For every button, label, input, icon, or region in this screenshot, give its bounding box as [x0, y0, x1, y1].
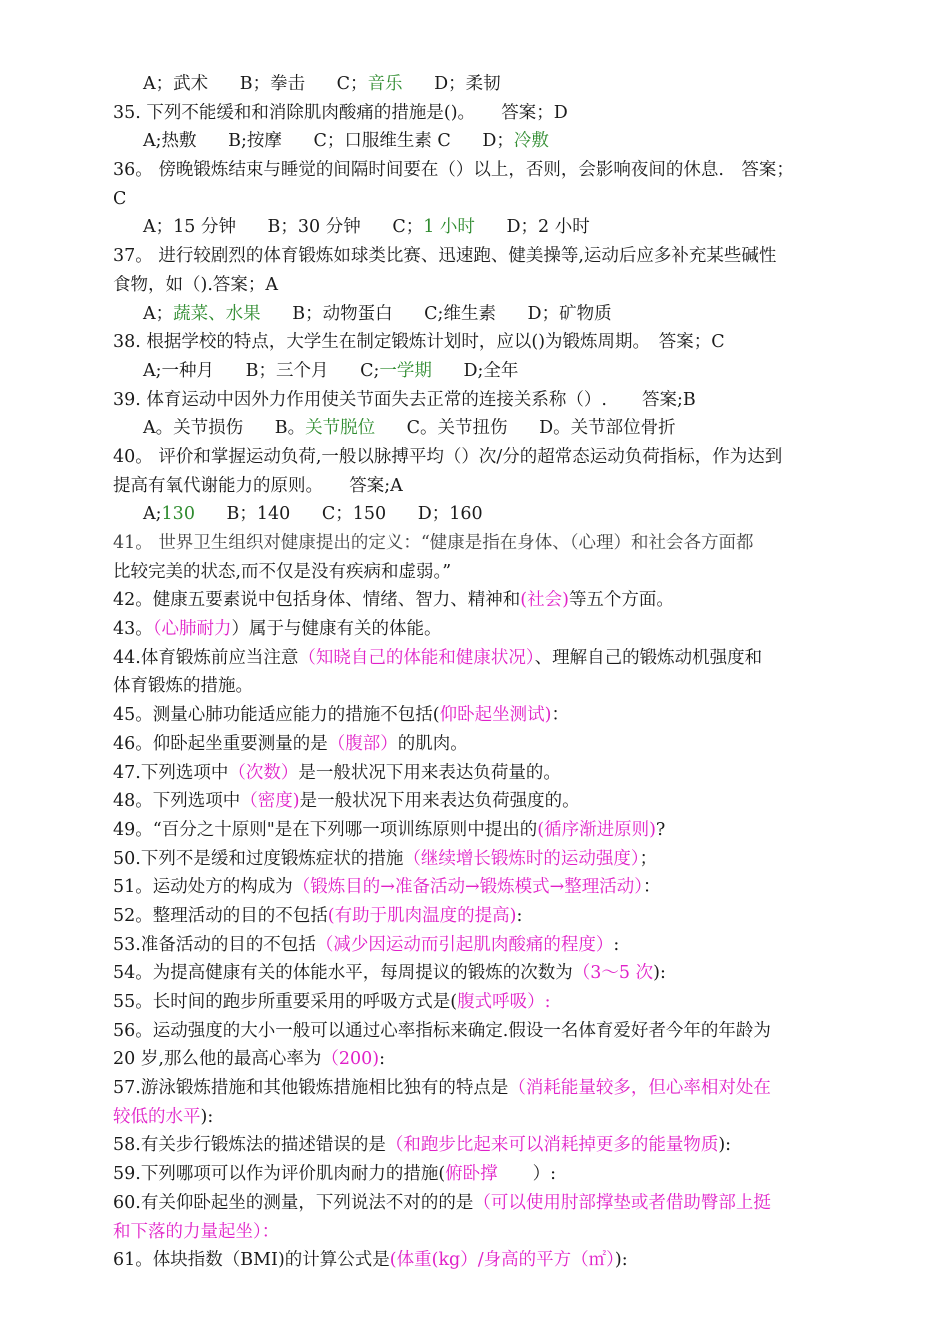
- q36-question-line1: 36。 傍晚锻炼结束与睡觉的间隔时间要在（）以上，否则，会影响夜间的休息. 答案；: [113, 160, 794, 181]
- q61-line: [113, 1246, 838, 1275]
- q35-options: [113, 127, 838, 156]
- q36-option-d: D；2 小时: [506, 217, 590, 238]
- q61-answer: (体重(kg）/身高的平方（㎡）: [389, 1250, 615, 1271]
- q34-option-c: [337, 70, 403, 99]
- q53-after: :: [613, 934, 620, 955]
- q36-question-line2: C: [113, 188, 127, 209]
- q39-option-b-prefix: B。: [274, 418, 306, 439]
- q38-options: [113, 357, 838, 386]
- q42-answer: (社会): [520, 590, 569, 611]
- q43-line: [113, 615, 838, 644]
- q37-option-a-prefix: A；: [143, 303, 174, 324]
- q49-before: 49。“百分之十原则"是在下列哪一项训练原则中提出的: [113, 819, 538, 840]
- q38-option-a: A;一种月: [143, 360, 215, 381]
- q47-before: 47.下列选项中: [113, 762, 229, 783]
- q36-answer: 1 小时: [423, 217, 475, 238]
- q34-option-c-prefix: C；: [336, 74, 368, 94]
- q35-option-c: C；口服维生素 C: [313, 131, 451, 152]
- q46-after: 的肌肉。: [397, 733, 468, 754]
- q50-before: 50.下列不是缓和过度锻炼症状的措施: [113, 848, 404, 869]
- q58-after: ):: [718, 1135, 732, 1156]
- q56-after: :: [379, 1049, 386, 1070]
- q45-answer: 仰卧起坐测试): [439, 705, 552, 726]
- q40-option-c: C；150: [321, 504, 387, 525]
- q44-line2: 体育锻炼的措施。: [113, 676, 253, 697]
- q40-answer: 130: [161, 504, 195, 525]
- q50-line: [113, 845, 838, 874]
- q36-option-c-prefix: C；: [392, 217, 424, 238]
- q57-before: 57.游泳锻炼措施和其他锻炼措施相比独有的特点是: [113, 1078, 509, 1099]
- q55-line: [113, 988, 838, 1017]
- q34-option-a: A；武术: [143, 74, 209, 94]
- q40-question-line1: 40。 评价和掌握运动负荷,一般以脉搏平均（）次/分的超常态运动负荷指标，作为达到: [113, 446, 783, 467]
- q45-after: ：: [551, 705, 569, 726]
- q39-option-a: A。关节损伤: [143, 418, 244, 439]
- q40-option-a-prefix: A;: [143, 504, 162, 525]
- q39-option-b: [275, 414, 375, 443]
- q42-line: [113, 586, 838, 615]
- q37-option-b: B；动物蛋白: [292, 303, 393, 324]
- q56-answer: （200): [321, 1049, 380, 1070]
- q36-option-c: [392, 213, 475, 242]
- q49-after: ?: [655, 819, 666, 840]
- q41-line2: 比较完美的状态,而不仅是没有疾病和虚弱。”: [113, 561, 452, 582]
- q42-after: 等五个方面。: [568, 590, 674, 611]
- q40-question-line2: 提高有氧代谢能力的原则。 答案;A: [113, 475, 403, 496]
- q60-answer-line2: 和下落的力量起坐）：: [113, 1221, 280, 1242]
- q39-option-c: C。关节扭伤: [406, 418, 508, 439]
- q53-before: 53.准备活动的目的不包括: [113, 934, 316, 955]
- q48-after: 是一般状况下用来表达负荷强度的。: [299, 791, 580, 812]
- q39-question: 39. 体育运动中因外力作用使关节面失去正常的连接关系称（）. 答案;B: [113, 389, 696, 410]
- q35-option-b: B;按摩: [228, 131, 282, 152]
- q57-answer-line2: 较低的水平: [113, 1106, 201, 1127]
- q58-answer: （和跑步比起来可以消耗掉更多的能量物质: [385, 1135, 719, 1156]
- q37-question-line2: 食物，如（).答案；A: [113, 274, 279, 295]
- q51-answer: （锻炼目的→准备活动→锻炼模式→整理活动）: [292, 877, 644, 898]
- q53-line: [113, 931, 838, 960]
- q61-after: ):: [614, 1250, 628, 1271]
- q43-answer: （心肺耐力: [152, 619, 232, 640]
- q37-option-c: C;维生素: [424, 303, 496, 324]
- q40-options: [113, 500, 838, 529]
- q56-line1: 56。运动强度的大小一般可以通过心率指标来确定.假设一名体育爱好者今年的年龄为: [113, 1020, 771, 1041]
- q52-line: [113, 902, 838, 931]
- q52-after: :: [516, 905, 523, 926]
- q46-answer: （腹部）: [327, 733, 398, 754]
- q50-after: ；: [639, 848, 658, 869]
- q55-answer: 腹式呼吸）:: [457, 992, 551, 1012]
- q54-answer: （3～5 次: [572, 963, 654, 984]
- q58-before: 58.有关步行锻炼法的描述错误的是: [113, 1135, 386, 1156]
- q51-after: ：: [643, 877, 661, 898]
- q35-option-d: [482, 127, 549, 156]
- q61-before: 61。体块指数（BMI)的计算公式是: [113, 1250, 390, 1271]
- q41-line1: [113, 529, 838, 558]
- q34-option-b: B；拳击: [239, 74, 306, 94]
- q35-option-d-prefix: D；: [482, 131, 514, 152]
- q39-options: [113, 414, 838, 443]
- q37-answer: 蔬菜、水果: [173, 303, 261, 324]
- q38-option-c-prefix: C;: [360, 360, 380, 381]
- q60-before: 60.有关仰卧起坐的测量，下列说法不对的的是: [113, 1192, 474, 1213]
- q43-after: ）属于与健康有关的体能。: [231, 619, 442, 640]
- q37-option-d: D；矿物质: [527, 303, 612, 324]
- q50-answer: （继续增长锻炼时的运动强度）: [403, 848, 640, 869]
- q37-option-a: [143, 300, 261, 329]
- q48-answer: （密度): [240, 791, 300, 812]
- q44-line1: [113, 644, 838, 673]
- q38-answer: 一学期: [379, 360, 432, 381]
- q46-before: 46。仰卧起坐重要测量的是: [113, 733, 328, 754]
- q34-options: [113, 70, 838, 99]
- q43-before: 43。: [113, 619, 153, 640]
- q45-line: [113, 701, 838, 730]
- q48-before: 48。下列选项中: [113, 791, 241, 812]
- q60-answer: （可以使用肘部撑垫或者借助臀部上挺: [473, 1192, 771, 1213]
- q39-answer: 关节脱位: [305, 418, 376, 439]
- q38-question: 38. 根据学校的特点，大学生在制定锻炼计划时，应以()为锻炼周期。 答案；C: [113, 332, 725, 353]
- q35-question: 35. 下列不能缓和和消除肌肉酸痛的措施是()。 答案；D: [113, 102, 568, 123]
- q54-before: 54。为提高健康有关的体能水平，每周提议的锻炼的次数为: [113, 963, 573, 984]
- q37-question-line1: 37。 进行较剧烈的体育锻炼如球类比赛、迅速跑、健美操等,运动后应多补充某些碱性: [113, 246, 777, 267]
- q44-answer: （知晓自己的体能和健康状况）: [298, 647, 535, 668]
- q47-answer: （次数）: [228, 762, 299, 783]
- q52-answer: (有助于肌肉温度的提高): [327, 905, 517, 926]
- q40-option-b: B；140: [226, 504, 291, 525]
- q56-line2: [113, 1045, 838, 1074]
- q57-answer: （消耗能量较多，但心率相对处在: [508, 1078, 771, 1099]
- q38-option-b: B；三个月: [245, 360, 329, 381]
- q56-before: 20 岁,那么他的最高心率为: [113, 1049, 322, 1070]
- q49-line: [113, 816, 838, 845]
- q55-before: 55。长时间的跑步所重要采用的呼吸方式是(: [113, 992, 458, 1012]
- q54-after: ):: [653, 963, 666, 984]
- q38-option-d: D;全年: [463, 360, 519, 381]
- q40-option-d: D；160: [417, 504, 483, 525]
- q57-line2: [113, 1103, 838, 1132]
- q53-answer: （减少因运动而引起肌肉酸痛的程度）: [315, 934, 614, 955]
- q45-before: 45。测量心肺功能适应能力的措施不包括(: [113, 705, 440, 726]
- q59-after: ）:: [497, 1164, 557, 1185]
- q49-answer: (循序渐进原则): [537, 819, 656, 840]
- q57-after: ):: [200, 1106, 214, 1127]
- q34-option-d: D；柔韧: [434, 74, 501, 94]
- q44-after: 、理解自己的锻炼动机强度和: [534, 647, 763, 668]
- q35-answer: 冷敷: [513, 131, 549, 152]
- q48-line: [113, 787, 838, 816]
- q39-option-d: D。关节部位骨折: [539, 418, 676, 439]
- q36-option-a: A；15 分钟: [143, 217, 236, 238]
- q34-answer: 音乐: [367, 74, 403, 94]
- q38-option-c: [360, 357, 432, 386]
- q47-line: [113, 759, 838, 788]
- q36-options: [113, 213, 838, 242]
- q59-line: [113, 1160, 838, 1189]
- q36-option-b: B；30 分钟: [267, 217, 361, 238]
- q58-line: [113, 1131, 838, 1160]
- q60-line1: [113, 1189, 838, 1218]
- q35-option-a: A;热敷: [143, 131, 197, 152]
- q52-before: 52。整理活动的目的不包括: [113, 905, 328, 926]
- q37-options: [113, 300, 838, 329]
- q44-before: 44.体育锻炼前应当注意: [113, 647, 299, 668]
- q60-line2: [113, 1218, 838, 1247]
- q59-answer: 俯卧撑: [445, 1164, 498, 1185]
- q46-line: [113, 730, 838, 759]
- q47-after: 是一般状况下用来表达负荷量的。: [298, 762, 561, 783]
- q59-before: 59.下列哪项可以作为评价肌肉耐力的措施(: [113, 1164, 446, 1185]
- q51-before: 51。运动处方的构成为: [113, 877, 293, 898]
- q41-text-line1: 41。 世界卫生组织对健康提出的定义：“健康是指在身体、（心理）和社会各方面都: [113, 533, 754, 553]
- document-page: [113, 70, 838, 1275]
- q57-line1: [113, 1074, 838, 1103]
- q40-option-a: [143, 500, 195, 529]
- q51-line: [113, 873, 838, 902]
- q42-before: 42。健康五要素说中包括身体、情绪、智力、精神和: [113, 590, 521, 611]
- q54-line: [113, 959, 838, 988]
